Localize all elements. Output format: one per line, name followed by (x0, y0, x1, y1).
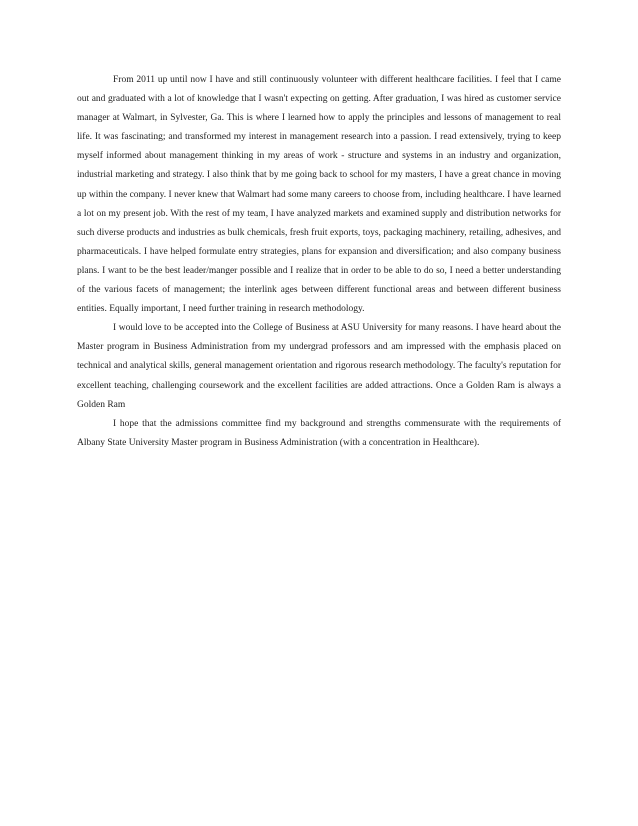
paragraph-volunteer-walmart: From 2011 up until now I have and still continuously volunteer with different healthcare facilities. I feel that I came out and graduated with a lot of knowledge that I wasn't expecting on getting. After graduation, I was hired as customer service manager at Walmart, in Sylvester, Ga. This is where I learned how to apply the principles and lessons of management to real life. It was fascinating; and transformed my interest in management research into a passion. I read extensively, trying to keep myself informed about management thinking in my areas of work - structure and systems in an industry and organization, industrial marketing and strategy. I also think that by me going back to school for my masters, I have a great chance in moving up within the company. I never knew that Walmart had some many careers to choose from, including healthcare. I have learned a lot on my present job. With the rest of my team, I have analyzed markets and examined supply and distribution networks for such diverse products and industries as bulk chemicals, fresh fruit exports, toys, packaging machinery, retailing, adhesives, and pharmaceuticals. I have helped formulate entry strategies, plans for expansion and diversification; and also company business plans. I want to be the best leader/manger possible and I realize that in order to be able to do so, I need a better understanding of the various facets of management; the interlink ages between different functional areas and between different business entities. Equally important, I need further training in research methodology. (77, 75, 561, 315)
paragraph-asu-college: I would love to be accepted into the College of Business at ASU University for many reasons. I have heard about the Master program in Business Administration from my undergrad professors and am impressed with the emphasis placed on technical and analytical skills, general management orientation and rigorous research methodology. The faculty's reputation for excellent teaching, challenging coursework and the excellent facilities are added attractions. Once a Golden Ram is always a Golden Ram (77, 323, 561, 410)
essay-body (77, 71, 561, 453)
paragraph-closing: I hope that the admissions committee find my background and strengths commensurate with the requirements of Albany State University Master program in Business Administration (with a concentration in Healthcare). (77, 418, 561, 448)
